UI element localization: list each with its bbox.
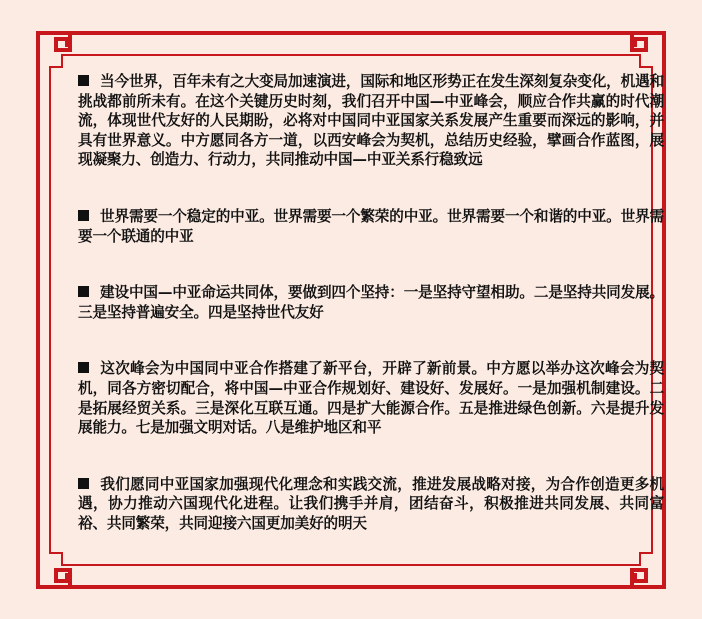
square-bullet-icon	[78, 286, 89, 297]
square-bullet-icon	[78, 75, 89, 86]
square-bullet-icon	[78, 362, 89, 373]
paragraph-5	[78, 475, 664, 534]
paragraph-text: 当今世界，百年未有之大变局加速演进，国际和地区形势正在发生深刻复杂变化，机遇和挑战都前所未有。在这个关键历史时刻，我们召开中国—中亚峰会，顺应合作共赢的时代潮流，体现世代友好的人民期盼，必将对中国同中亚国家关系发展产生重要而深远的影响，并具有世界意义。中方愿同各方一道，以西安峰会为契机，总结历史经验，擘画合作蓝图，展现凝聚力、创造力、行动力，共同推动中国—中亚关系行稳致远	[78, 73, 664, 169]
paragraph-1	[78, 72, 664, 170]
square-bullet-icon	[78, 210, 89, 221]
paragraph-text: 建设中国—中亚命运共同体，要做到四个坚持：一是坚持守望相助。二是坚持共同发展。三是坚持普遍安全。四是坚持世代友好	[78, 284, 664, 321]
paragraph-text: 这次峰会为中国同中亚合作搭建了新平台，开辟了新前景。中方愿以举办这次峰会为契机，同各方密切配合，将中国—中亚合作规划好、建设好、发展好。一是加强机制建设。二是拓展经贸关系。三是深化互联互通。四是扩大能源合作。五是推进绿色创新。六是提升发展能力。七是加强文明对话。八是维护地区和平	[78, 360, 664, 437]
paragraph-2	[78, 207, 664, 246]
paragraph-text: 我们愿同中亚国家加强现代化理念和实践交流，推进发展战略对接，为合作创造更多机遇，协力推动六国现代化进程。让我们携手并肩，团结奋斗，积极推进共同发展、共同富裕、共同繁荣，共同迎接六国更加美好的明天	[78, 475, 664, 532]
paragraph-text: 世界需要一个稳定的中亚。世界需要一个繁荣的中亚。世界需要一个和谐的中亚。世界需要一个联通的中亚	[78, 207, 664, 245]
paragraph-3	[78, 283, 664, 322]
paragraph-4	[78, 359, 664, 437]
content-area	[78, 72, 664, 534]
square-bullet-icon	[78, 478, 89, 489]
